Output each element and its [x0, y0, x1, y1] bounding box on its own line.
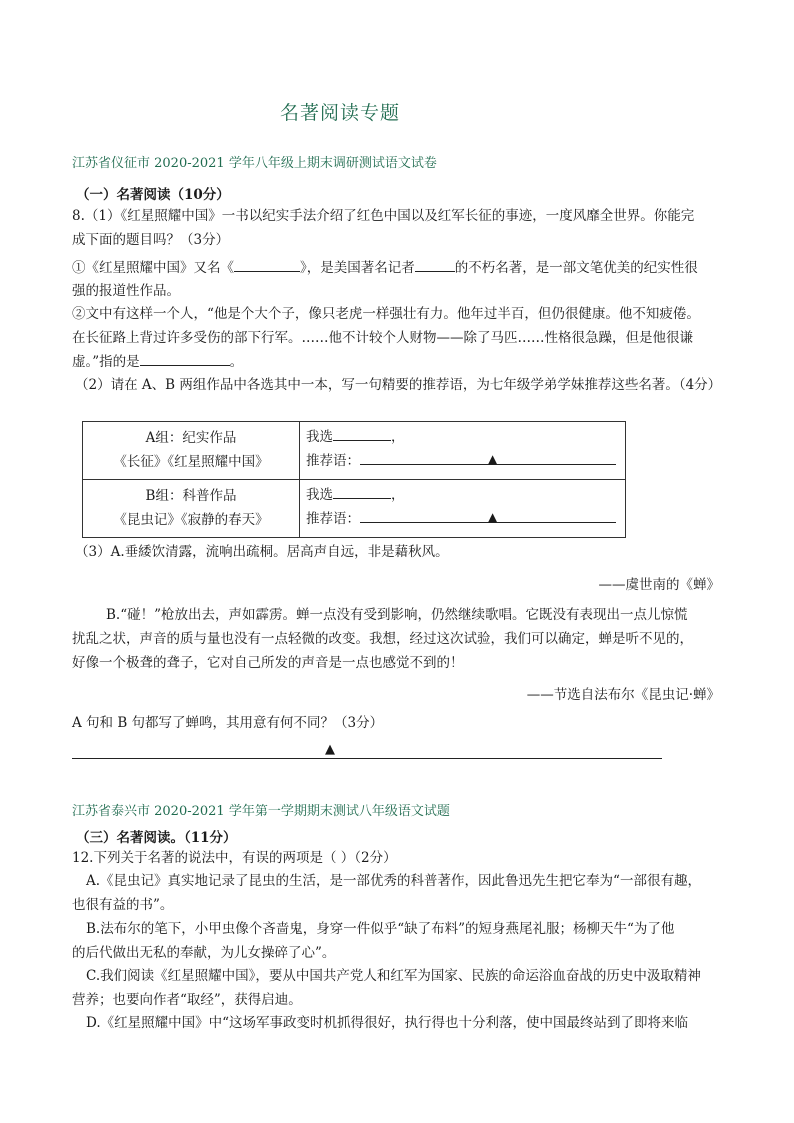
q12-option-a-line-1: A.《昆虫记》真实地记录了昆虫的生活，是一部优秀的科普著作，因此鲁迅先生把它奉为“一部很有趣， — [86, 873, 701, 889]
q12-option-b-line-2: 的后代做出无私的奉献，为儿女操碎了心”。 — [72, 945, 336, 961]
q8-1-line-2: 成下面的题目吗？（3分） — [72, 232, 230, 248]
answer-blank[interactable] — [415, 256, 455, 272]
q8-3-b-line-2: 扰乱之状，声音的质与量也没有一点轻微的改变。我想，经过这次试验，我们可以确定，蝉是听不见的， — [72, 631, 693, 647]
section-heading-1: （一）名著阅读（10分） — [76, 187, 230, 203]
answer-marker-icon: ▲ — [325, 742, 335, 757]
q12-option-b-line-1: B.法布尔的笔下，小甲虫像个吝啬鬼，身穿一件似乎“缺了布料”的短身燕尾礼服；杨柳天牛“为了他 — [86, 921, 675, 937]
q8-1-item-2-line-3: 虚。”指的是 。 — [72, 350, 722, 373]
recommend-blank-a[interactable] — [360, 449, 616, 465]
q8-2: （2）请在 A、B 两组作品中各选其中一本，写一句精要的推荐语，为七年级学弟学妹推荐这些名著。（4分） — [75, 377, 722, 393]
q12-option-d-line-1: D.《红星照耀中国》中“这场军事政变时机抓得很好，执行得也十分利落，使中国最终站到了即将来临 — [86, 1015, 689, 1031]
q8-3-question: A 句和 B 句都写了蝉鸣，其用意有何不同？（3分） — [72, 715, 384, 731]
answer-marker-icon: ▲ — [488, 452, 498, 466]
q8-1-item-1-line-2: 强的报道性作品。 — [72, 283, 180, 299]
source-line-1: 江苏省仪征市 2020-2021 学年八年级上期末调研测试语文试卷 — [72, 156, 437, 171]
answer-line[interactable] — [72, 758, 662, 759]
q12-stem: 12.下列关于名著的说法中，有误的两项是（ ）（2分） — [72, 850, 397, 866]
choose-blank-a[interactable] — [333, 425, 391, 441]
q8-3-a: （3）A.垂緌饮清露，流响出疏桐。居高声自远，非是藉秋风。 — [75, 544, 449, 560]
section-heading-2: （三）名著阅读。（11分） — [76, 830, 237, 846]
group-a-answer-cell: 我选 ， 推荐语： ▲ — [300, 422, 626, 480]
q12-option-c-line-1: C.我们阅读《红星照耀中国》，要从中国共产党人和红军为国家、民族的命运浴血奋战的历史中汲取精神 — [86, 968, 701, 984]
source-line-2: 江苏省泰兴市 2020-2021 学年第一学期期末测试八年级语文试题 — [72, 804, 450, 819]
q8-1-line-1: 8.（1）《红星照耀中国》一书以纪实手法介绍了红色中国以及红军长征的事迹，一度风靡全世界。你能完 — [72, 208, 695, 224]
q12-option-c-line-2: 营养；也要向作者“取经”，获得启迪。 — [72, 992, 302, 1008]
q8-1-item-1: ①《红星照耀中国》又名《 》，是美国著名记者 的不朽名著，是一部文笔优美的纪实性很 — [72, 256, 722, 279]
q8-1-item-2-line-2: 在长征路上背过许多受伤的部下行军。……他不计较个人财物——除了马匹……性格很急躁，但是他很谦 — [72, 330, 693, 346]
recommend-blank-b[interactable] — [360, 507, 616, 523]
choose-blank-b[interactable] — [333, 483, 391, 499]
q12-option-a-line-2: 也很有益的书”。 — [72, 897, 174, 913]
answer-marker-icon: ▲ — [488, 510, 498, 524]
page-title: 名著阅读专题 — [279, 102, 400, 124]
q8-3-b-line-1: B.“碰！”枪放出去，声如霹雳。蝉一点没有受到影响，仍然继续歌唱。它既没有表现出一点儿惊慌 — [106, 607, 688, 623]
q8-3-a-source: ——虞世南的《蝉》 — [598, 577, 720, 593]
recommend-table — [82, 421, 626, 538]
q8-1-item-2-line-1: ②文中有这样一个人，“他是个大个子，像只老虎一样强壮有力。他年过半百，但仍很健康。他不知疲倦。 — [72, 306, 700, 322]
q8-3-b-source: ——节选自法布尔《昆虫记·蝉》 — [526, 687, 720, 703]
answer-blank[interactable] — [140, 350, 230, 366]
q8-3-b-line-3: 好像一个极聋的聋子，它对自己所发的声音是一点也感觉不到的！ — [72, 655, 464, 671]
group-b-answer-cell: 我选 ， 推荐语： ▲ — [300, 480, 626, 538]
group-b-cell: B组：科普作品 《昆虫记》《寂静的春天》 — [83, 480, 300, 538]
answer-blank[interactable] — [234, 256, 300, 272]
group-a-cell: A组：纪实作品 《长征》《红星照耀中国》 — [83, 422, 300, 480]
